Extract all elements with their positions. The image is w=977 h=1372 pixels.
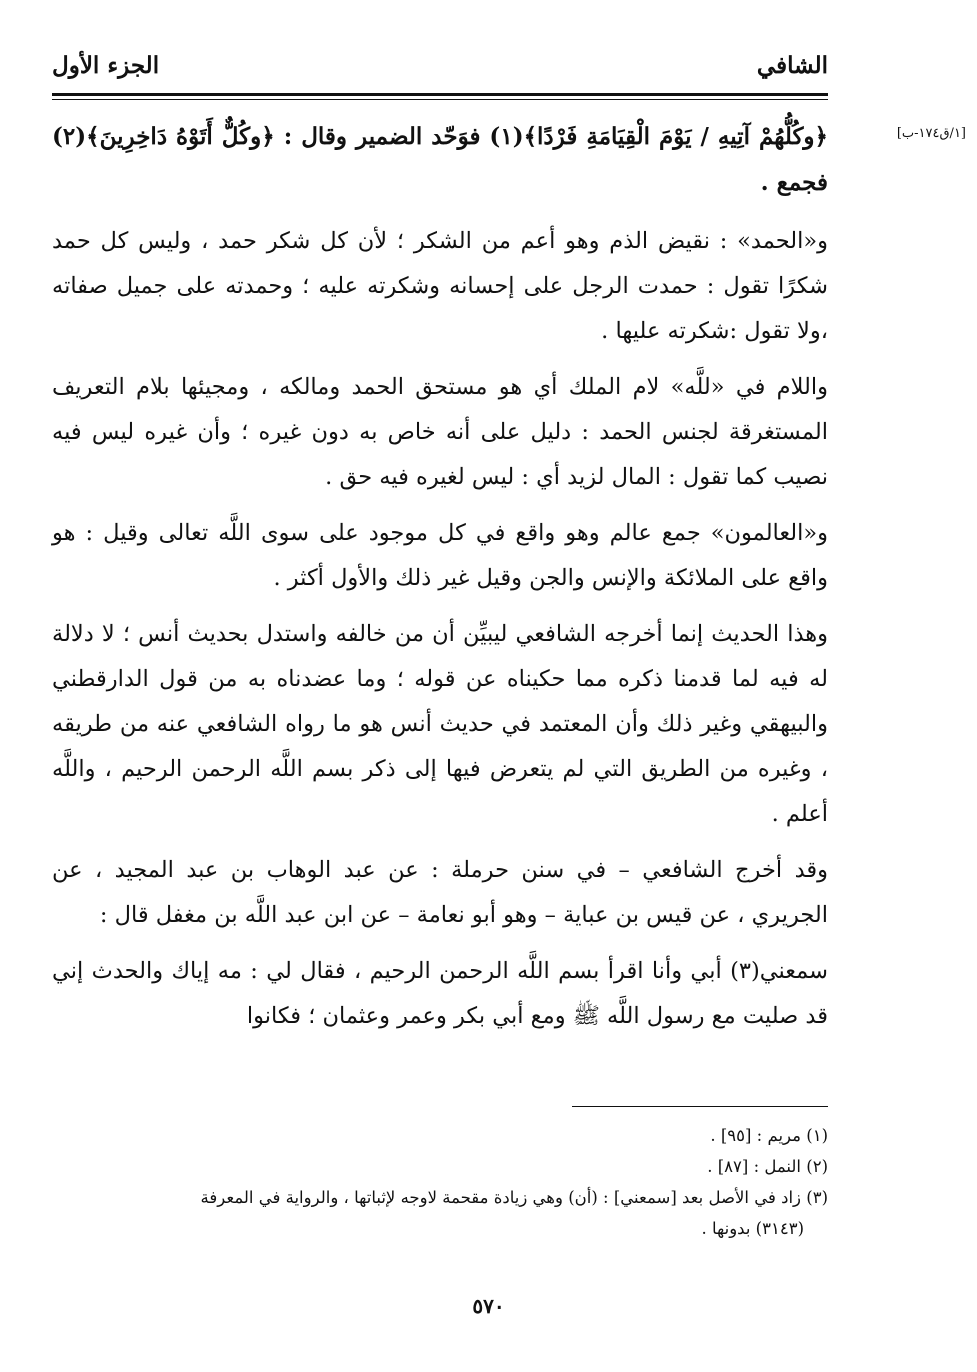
main-text [52, 114, 828, 1050]
page-number: ٥٧٠ [472, 1294, 505, 1318]
paragraph-harmala: وقد أخرج الشافعي – في سنن حرملة : عن عبد الوهاب بن عبد المجيد ، عن الجريري ، عن قيس بن عباية – وهو أبو نعامة – عن ابن عبد اللَّه بن مغفل قال : [52, 857, 828, 928]
running-header [52, 52, 828, 88]
paragraph-hadith-anas: وهذا الحديث إنما أخرجه الشافعي ليبيِّن أن من خالفه واستدل بحديث أنس ؛ لا دلالة له فيه لما قدمنا ذكره مما حكيناه عن قوله ؛ وما عضدناه به من قول الدارقطني والبيهقي وغير ذلك وأن المعتمد في حديث أنس هو ما رواه الشافعي عنه من طريقه ، وغيره من الطريق التي لم يتعرض فيها إلى ذكر بسم اللَّه الرحمن الرحيم ، واللَّه أعلم . [52, 621, 828, 827]
book-title: الشافي [756, 52, 828, 79]
footnote-3-continuation: (٣١٤٣) بدونها . [701, 1219, 804, 1238]
footnotes [52, 1120, 828, 1244]
paragraph-quran-verses: ﴿وكُلُّهُمْ آتِيهِ / يَوْمَ الْقِيَامَةِ فَرْدًا﴾(١) فوَحّد الضمير وقال : ﴿وكُلٌّ أَتَوْهُ دَاخِرِينَ﴾(٢) فجمع . [52, 123, 829, 196]
header-rule-thick [52, 93, 828, 96]
paragraph-hamd: و«الحمد» : نقيض الذم وهو أعم من الشكر ؛ لأن كل شكر حمد ، وليس كل حمد شكرًا تقول : حمدت الرجل على إحسانه وشكرته عليه ؛ وحمدته على جميل صفاته ،ولا تقول :شكرته عليها . [52, 228, 828, 344]
manuscript-folio-note: [١/ق١٧٤-ب] [896, 126, 966, 141]
volume-label: الجزء الأول [52, 52, 160, 79]
footnote-2: (٢) النمل : [٨٧] . [707, 1157, 828, 1176]
footnote-1: (١) مريم : [٩٥] . [710, 1126, 828, 1145]
header-rule-thin [52, 99, 828, 100]
paragraph-lillah: واللام في «للَّه» لام الملك أي هو مستحق الحمد ومالكه ، ومجيئها بلام التعريف المستغرقة لجنس الحمد : دليل على أنه خاص به دون غيره ؛ وأن غيره ليس فيه نصيب كما تقول : المال لزيد أي : ليس لغيره فيه حق . [52, 374, 828, 490]
footnote-3: (٣) زاد في الأصل بعد [سمعني] : (أن) وهي زيادة مقحمة لاوجه لإثباتها ، والرواية في المعرفة [200, 1188, 828, 1207]
footnote-separator [572, 1106, 828, 1107]
paragraph-hadith-text: سمعني(٣) أبي وأنا اقرأ بسم اللَّه الرحمن الرحيم ، فقال لي : مه إياك والحدث إني قد صليت مع رسول اللَّه ﷺ ومع أبي بكر وعمر وعثمان ؛ فكانوا [52, 958, 828, 1029]
paragraph-alamin: و«العالمون» جمع عالم وهو واقع في كل موجود على سوى اللَّه تعالى وقيل : هو واقع على الملائكة والإنس والجن وقيل غير ذلك والأول أكثر . [52, 520, 828, 591]
